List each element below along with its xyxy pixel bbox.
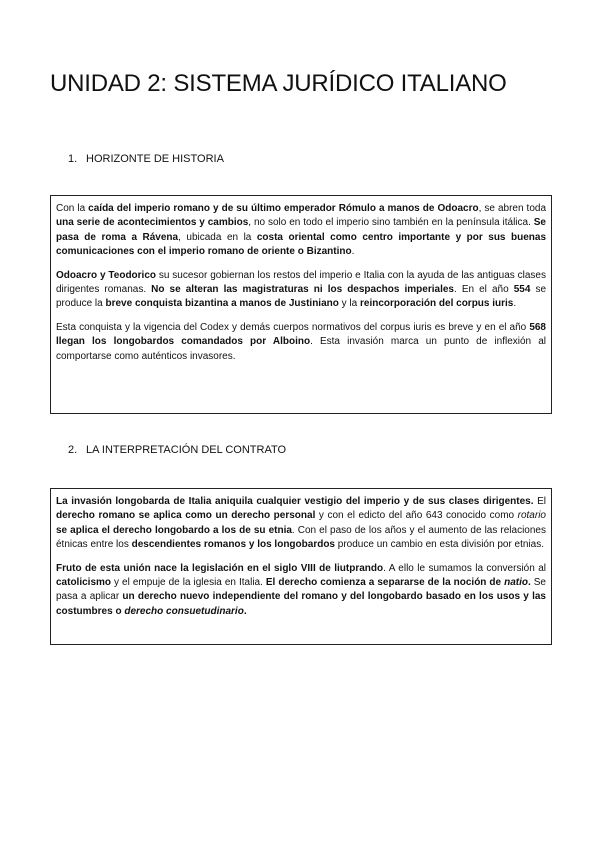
- bold-text: descendientes romanos y los longobardos: [131, 539, 335, 551]
- text-run: , no solo en todo el imperio sino también en la península itálica.: [248, 217, 534, 229]
- text-run: Con la: [56, 203, 89, 214]
- paragraph: [56, 562, 546, 620]
- bold-text: Se pasa de roma a Rávena: [56, 217, 546, 243]
- text-run: . Esta invasión marca un punto de inflexión al comportarse como auténticos invasores.: [56, 336, 546, 362]
- bold-text: Fruto de esta unión nace la legislación en el siglo VIII de liutprando: [56, 562, 384, 574]
- text-run: . En el año: [453, 284, 514, 296]
- bold-text: breve conquista bizantina a manos de Justiniano: [105, 298, 339, 310]
- text-run: Esta conquista y la vigencia del Codex y demás cuerpos normativos del corpus iuris es breve y en el año: [56, 321, 530, 333]
- text-run: .: [513, 298, 517, 310]
- bold-text: Odoacro y Teodorico: [56, 269, 157, 281]
- bold-text: 568 llegan los longobardos comandados por Alboino: [56, 321, 546, 348]
- bold-text: .: [527, 577, 531, 589]
- bold-text: No se alteran las magistraturas ni los despachos imperiales: [151, 284, 454, 296]
- content-box-contrato: [50, 488, 552, 645]
- bold-text: costa oriental como centro importante y por sus buenas comunicaciones con el imperio romano de oriente o Bizantino: [56, 231, 547, 258]
- section-heading-text: LA INTERPRETACIÓN DEL CONTRATO: [86, 444, 287, 456]
- text-run: El: [533, 496, 547, 507]
- bold-text: reincorporación del corpus iuris: [360, 298, 514, 310]
- bold-text: catolicismo: [56, 577, 112, 589]
- document-title: UNIDAD 2: SISTEMA JURÍDICO ITALIANO: [50, 70, 507, 97]
- text-run: y el empuje de la iglesia en Italia.: [111, 577, 266, 589]
- bold-text: La invasión longobarda de Italia aniquila cualquier vestigio del imperio y de sus clases dirigentes.: [56, 496, 534, 507]
- content-box-historia: [50, 195, 552, 414]
- section-heading-contrato: [68, 444, 286, 456]
- bold-text: .: [243, 605, 247, 617]
- text-run: . Con el paso de los años y el aumento de las relaciones étnicas entre los: [56, 524, 546, 551]
- bold-text: 554: [513, 284, 531, 296]
- text-run: , se abren toda: [478, 203, 547, 214]
- text-run: y con el edicto del año 643 conocido como: [315, 510, 518, 522]
- text-run: se produce la: [56, 284, 547, 310]
- paragraph: [56, 495, 546, 553]
- paragraph: [56, 202, 546, 260]
- bold-text: derecho consuetudinario: [124, 605, 244, 617]
- bold-text: un derecho nuevo independiente del romano y del longobardo basado en los usos y las costumbres o: [56, 591, 546, 617]
- paragraph: [56, 321, 546, 364]
- text-run: .: [351, 246, 355, 258]
- text-run: su sucesor gobiernan los restos del imperio e Italia con la ayuda de las antiguas clases dirigentes romanas.: [56, 269, 546, 296]
- bold-text: se aplica el derecho longobardo a los de su etnia: [56, 524, 292, 536]
- text-run: . A ello le sumamos la conversión al: [383, 562, 546, 574]
- bold-text: una serie de acontecimientos y cambios: [56, 217, 249, 229]
- bold-text: natio: [504, 577, 528, 589]
- paragraph: [56, 269, 546, 312]
- text-run: Se pasa a aplicar: [56, 577, 546, 603]
- text-run: y la: [338, 298, 360, 310]
- text-run: , ubicada en la: [178, 231, 257, 243]
- bold-text: caída del imperio romano y de su último emperador Rómulo a manos de Odoacro: [88, 203, 479, 214]
- bold-text: El derecho comienza a separarse de la noción de: [265, 577, 505, 589]
- section-heading-text: HORIZONTE DE HISTORIA: [86, 153, 224, 165]
- bold-text: derecho romano se aplica como un derecho personal: [56, 510, 316, 522]
- section-number: 1.: [68, 153, 78, 165]
- section-heading-historia: [68, 153, 224, 165]
- section-number: 2.: [68, 444, 78, 456]
- italic-text: rotario: [517, 510, 546, 522]
- text-run: produce un cambio en esta división por etnias.: [335, 539, 545, 551]
